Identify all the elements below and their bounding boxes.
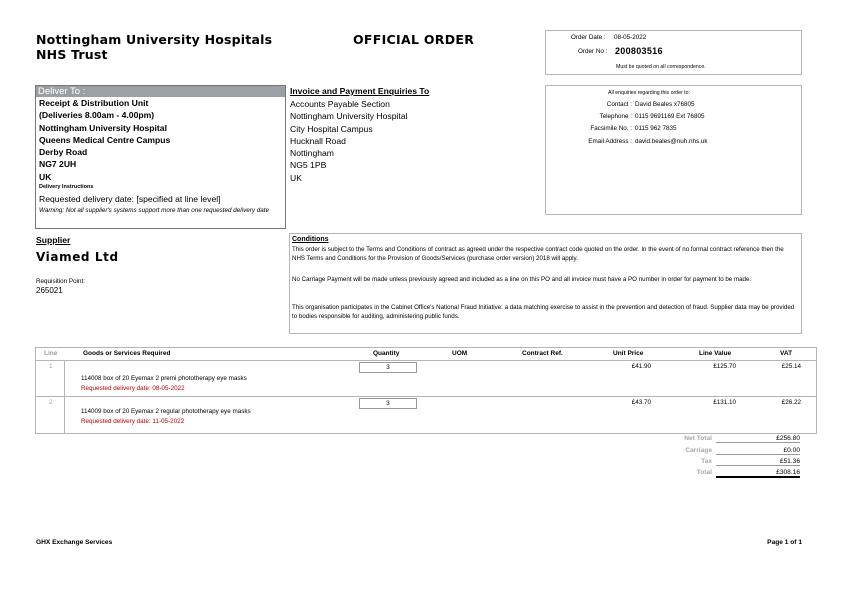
deliver-line: (Deliveries 8.00am - 4.00pm)	[39, 110, 155, 121]
deliver-line: NG7 2UH	[39, 159, 77, 170]
row-unit-price: £41.90	[631, 363, 651, 370]
row-delivery-date: Requested delivery date: 11-05-2022	[81, 418, 185, 425]
delivery-instructions-label: Delivery Instructions	[39, 184, 94, 190]
row-line-number: 2	[49, 399, 53, 406]
col-quantity: Quantity	[373, 350, 400, 357]
invoice-line: Hucknall Road	[290, 135, 346, 146]
deliver-line: Nottingham University Hospital	[39, 122, 167, 133]
row-line-value: £125.70	[713, 363, 736, 370]
supplier-name: Viamed Ltd	[36, 250, 119, 264]
invoice-line: City Hospital Campus	[290, 123, 373, 134]
invoice-line: NG5 1PB	[290, 160, 327, 171]
col-uom: UOM	[452, 350, 468, 357]
fax-value: 0115 962 7835	[635, 125, 677, 132]
row-description: 114008 box of 20 Eyemax 2 premi phototherapy eye masks	[81, 375, 247, 382]
order-date-label: Order Date :	[571, 34, 606, 41]
invoice-heading	[290, 85, 429, 97]
row-unit-price: £43.70	[631, 399, 651, 406]
conditions-box	[289, 233, 802, 334]
table-header-row	[36, 348, 816, 361]
invoice-address	[290, 98, 408, 184]
row-line-value: £131.10	[713, 399, 736, 406]
invoice-heading-text: Invoice and Payment Enquiries To	[290, 86, 430, 96]
row-quantity: 3	[359, 398, 417, 409]
trust-name-line1: Nottingham University Hospitals	[36, 32, 273, 47]
row-description: 114009 box of 20 Eyemax 2 regular phototherapy eye masks	[81, 408, 251, 415]
row-vat: £26.22	[781, 399, 801, 406]
col-unit-price: Unit Price	[613, 350, 644, 357]
table-row	[36, 361, 816, 396]
telephone-label: Telephone :	[599, 113, 632, 120]
items-table	[35, 347, 817, 434]
email-label: Email Address :	[588, 138, 632, 145]
conditions-heading	[292, 236, 329, 243]
trust-name-line2: NHS Trust	[36, 47, 108, 62]
row-vat: £25.14	[781, 363, 801, 370]
deliver-to-heading: Deliver To :	[36, 86, 285, 97]
invoice-line: Accounts Payable Section	[290, 99, 390, 109]
row-contract-ref	[516, 398, 608, 409]
invoice-line: Nottingham	[290, 148, 334, 159]
telephone-value: 0115 9691169 Ext 76805	[635, 113, 705, 120]
requisition-point: 265021	[36, 286, 63, 295]
deliver-line: Queens Medical Centre Campus	[39, 134, 171, 145]
total-value: £308.16	[716, 469, 800, 478]
carriage-label: Carriage	[685, 447, 712, 454]
email-value: david.beales@nuh.nhs.uk	[635, 138, 708, 145]
col-description: Goods or Services Required	[83, 350, 171, 357]
supplier-heading	[36, 235, 70, 245]
requisition-label: Requisition Point:	[36, 278, 86, 285]
deliver-line: Derby Road	[39, 147, 88, 158]
row-line-number: 1	[49, 363, 53, 370]
order-date-value: 08-05-2022	[614, 34, 647, 41]
order-info-box	[545, 30, 802, 75]
row-uom	[422, 398, 514, 409]
net-total-value: £256.80	[716, 435, 800, 443]
deliver-line: UK	[39, 171, 52, 182]
conditions-para-1: This order is subject to the Terms and Conditions of contract as agreed under the respective contract code quoted on the order. In the event of no formal contract reference then the NHS Terms and Conditions for the Provision of Goods/Services (purchase order version) 2018 will apply.	[292, 246, 784, 262]
tax-value: £51.36	[716, 458, 800, 466]
row-quantity: 3	[359, 362, 417, 373]
contact-box	[545, 85, 802, 215]
row-uom	[422, 362, 514, 373]
order-no-value: 200803516	[615, 46, 663, 56]
conditions-para-2: No Carriage Payment will be made unless previously agreed and included as a line on this PO and all invoice must have a PO number in order for payment to be made.	[292, 276, 752, 283]
carriage-value: £0.00	[716, 447, 800, 455]
invoice-line: Nottingham University Hospital	[290, 111, 408, 122]
fax-label: Facsimile No. :	[590, 125, 632, 132]
contact-label: Contact :	[606, 101, 632, 108]
total-label: Total	[696, 469, 712, 476]
invoice-line: UK	[290, 172, 302, 183]
delivery-warning: Warning: Not all supplier's systems support more than one requested delivery date	[39, 207, 269, 214]
row-contract-ref	[516, 362, 608, 373]
document-title: OFFICIAL ORDER	[353, 32, 475, 47]
col-line-value: Line Value	[699, 350, 732, 357]
requested-delivery-date: Requested delivery date: [specified at line level]	[39, 194, 221, 204]
contact-heading: All enquiries regarding this order to:	[608, 90, 690, 96]
net-total-label: Net Total	[684, 435, 712, 442]
conditions-para-3: This organisation participates in the Cabinet Office's National Fraud Initiative: a data matching exercise to assist in the prevention and detection of fraud. Supplier data may be provided to bodies responsible for auditing, administering public funds.	[292, 304, 795, 320]
supplier-heading-text: Supplier	[36, 235, 71, 245]
footer-page-number: Page 1 of 1	[767, 539, 802, 546]
deliver-address	[39, 97, 170, 183]
conditions-heading-text: Conditions	[292, 236, 329, 243]
order-no-label: Order No :	[578, 48, 608, 55]
quote-note: Must be quoted on all correspondence.	[616, 64, 706, 70]
col-vat: VAT	[780, 350, 793, 357]
col-contract-ref: Contract Ref.	[522, 350, 563, 357]
deliver-to-box	[35, 85, 286, 229]
row-delivery-date: Requested delivery date: 08-05-2022	[81, 385, 185, 392]
table-row	[36, 397, 816, 432]
deliver-line: Receipt & Distribution Unit	[39, 98, 149, 108]
col-line: Line	[44, 350, 58, 357]
footer-left: GHX Exchange Services	[36, 539, 113, 546]
tax-label: Tax	[701, 458, 712, 465]
contact-value: David Beales x76805	[635, 101, 695, 108]
